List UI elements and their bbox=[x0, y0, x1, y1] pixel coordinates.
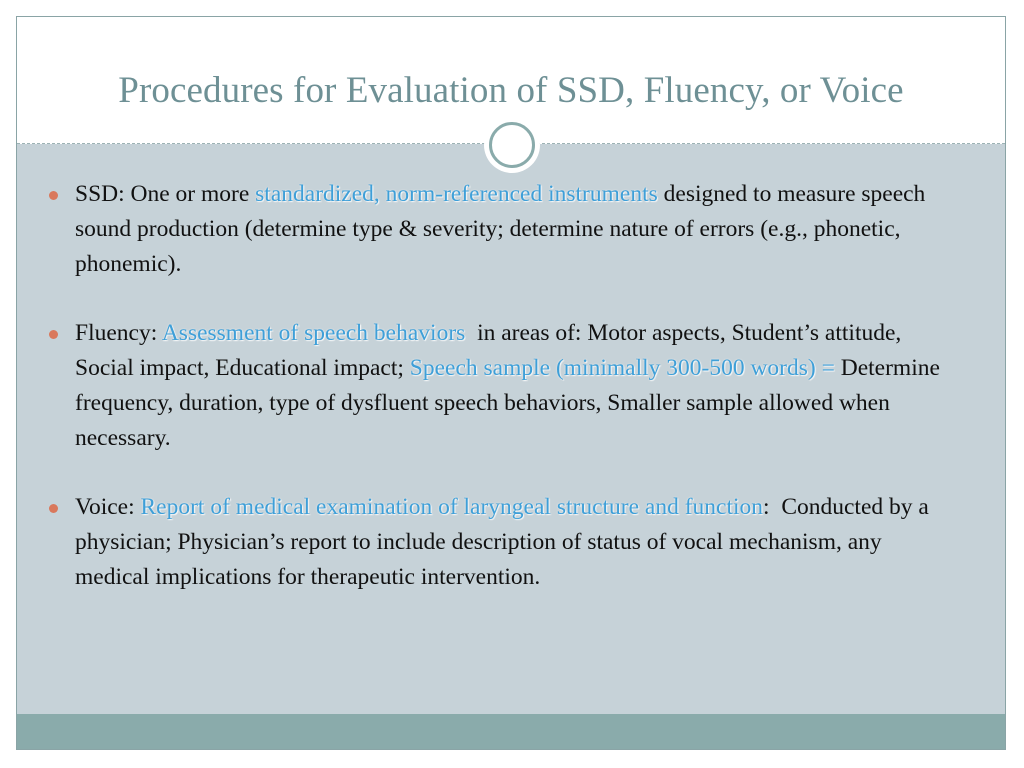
bullet-item-voice bbox=[49, 490, 949, 595]
bullet-item-ssd bbox=[49, 177, 949, 282]
ring-icon bbox=[489, 122, 535, 168]
bullet-highlight-secondary: Speech sample (minimally 300-500 words) = bbox=[409, 355, 835, 381]
bullet-highlight: Report of medical examination of laryngeal structure and function bbox=[140, 494, 764, 520]
bullet-lead: Voice: bbox=[75, 494, 141, 520]
bullet-text-rest: Determine frequency, duration, type of dysfluent speech behaviors, Smaller sample allowed when necessary. bbox=[75, 355, 940, 451]
bullet-highlight: standardized, norm-referenced instruments bbox=[255, 181, 658, 207]
slide-title: Procedures for Evaluation of SSD, Fluency, or Voice bbox=[118, 70, 904, 111]
bullet-marker-icon bbox=[49, 191, 58, 200]
bullet-lead: Fluency: bbox=[75, 320, 162, 346]
bullet-marker-icon bbox=[49, 330, 58, 339]
slide bbox=[16, 16, 1006, 750]
bullet-lead: SSD: One or more bbox=[75, 181, 256, 207]
bullet-text: in areas of: Motor aspects, Student’s attitude, Social impact, Educational impact; bbox=[75, 320, 908, 381]
bullet-highlight: Assessment of speech behaviors bbox=[161, 320, 466, 346]
footer-bar bbox=[17, 714, 1005, 749]
bullet-item-fluency bbox=[49, 316, 949, 456]
circle-ornament-icon bbox=[484, 117, 540, 173]
bullet-text: : Conducted by a physician; Physician’s report to include description of status of vocal mechanism, any medical implications for therapeutic intervention. bbox=[75, 494, 935, 590]
bullet-text: designed to measure speech sound production (determine type & severity; determine nature of errors (e.g., phonetic, phonemic). bbox=[75, 181, 926, 277]
bullet-marker-icon bbox=[49, 504, 58, 513]
bullet-list bbox=[49, 177, 949, 629]
